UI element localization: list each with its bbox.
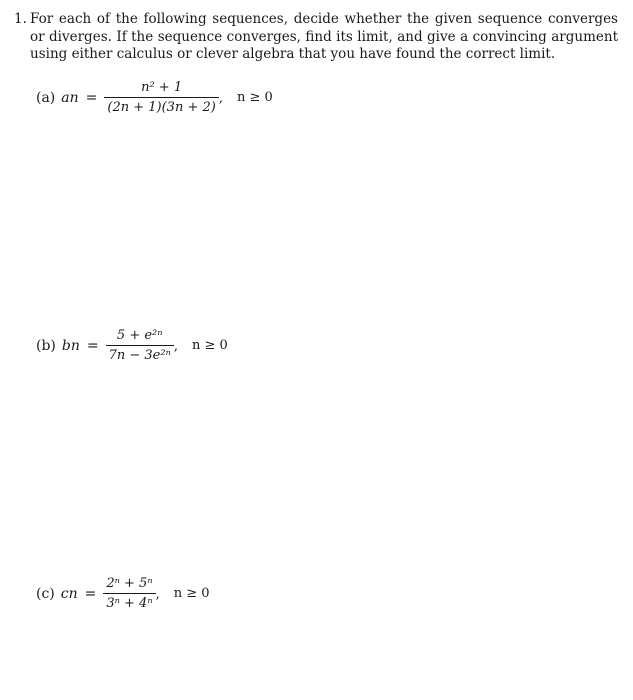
part-a-denominator: (2n + 1)(3n + 2) [104,97,218,115]
comma: , [173,339,178,354]
part-a-condition: n ≥ 0 [236,90,273,105]
problem-number: 1. [14,11,27,27]
part-c-label: (c) [36,585,55,602]
part-a-lhs: an [61,89,79,106]
comma: , [155,587,160,602]
part-b-condition: n ≥ 0 [192,338,228,353]
part-c-lhs: cn [60,585,78,602]
part-b [36,328,228,363]
part-a-fraction [104,80,218,115]
part-b-numerator: 5 + e²ⁿ [116,328,163,343]
equals-sign: = [86,337,99,354]
part-c [36,576,210,611]
equals-sign: = [84,585,97,602]
part-c-fraction [103,576,155,611]
part-b-lhs: bn [61,337,80,354]
problem-statement: For each of the following sequences, decide whether the given sequence converges or diverges. If the sequence converges, find its limit, and give a convincing argument using either calculus or clever algebra that you have found the correct limit. [30,11,618,62]
equals-sign: = [85,89,98,106]
part-b-denominator: 7n − 3e²ⁿ [106,345,174,363]
part-c-condition: n ≥ 0 [173,586,210,601]
comma: , [218,91,223,106]
part-a [36,80,273,115]
part-a-label: (a) [36,89,56,106]
part-a-numerator: n² + 1 [141,80,183,95]
part-b-label: (b) [36,337,56,354]
part-c-denominator: 3ⁿ + 4ⁿ [103,593,155,611]
part-b-fraction [106,328,174,363]
part-c-numerator: 2ⁿ + 5ⁿ [106,576,153,591]
